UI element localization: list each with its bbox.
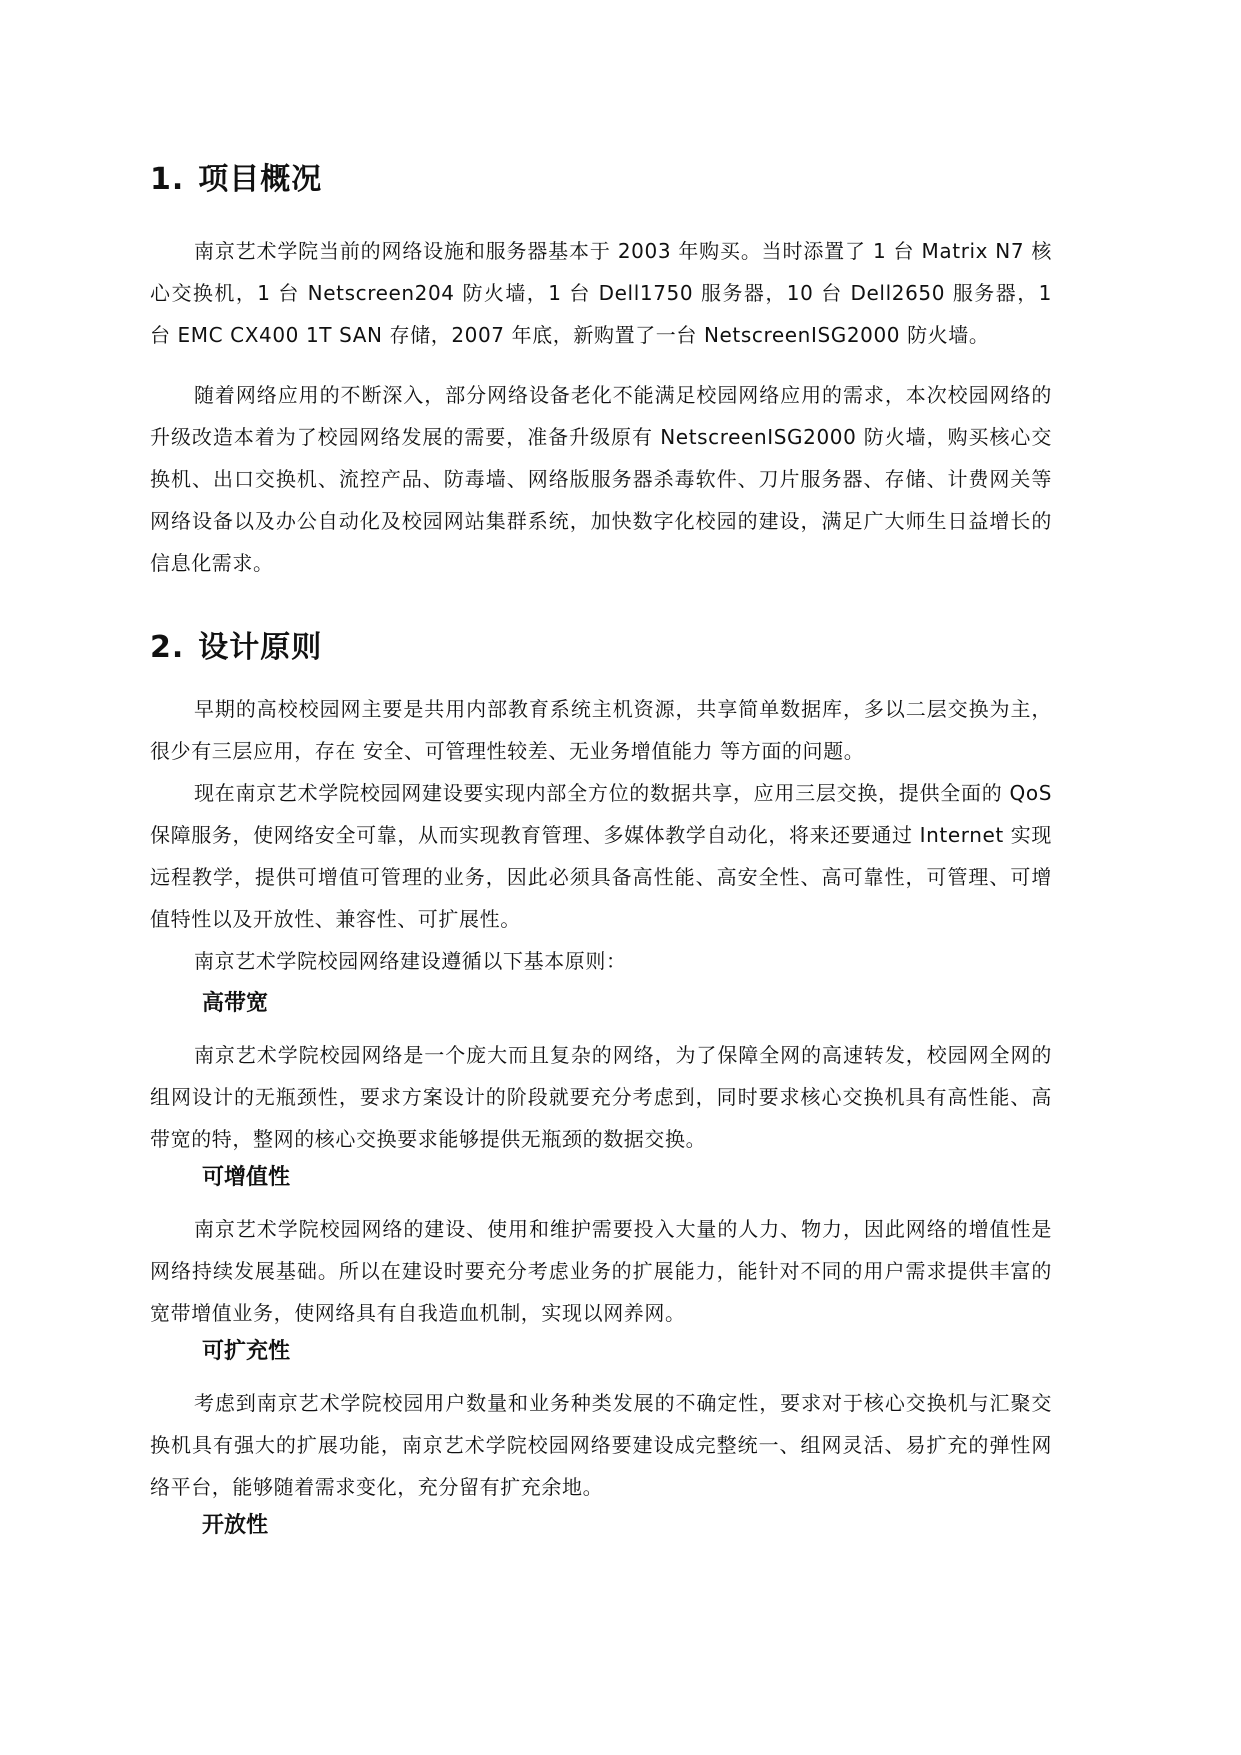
paragraph: 南京艺术学院当前的网络设施和服务器基本于 2003 年购买。当时添置了 1 台 Matrix N7 核心交换机，1 台 Netscreen204 防火墙，1 台 Dell1750 服务器，10 台 Dell2650 服务器，1 台 EMC CX400 1T SAN 存储，2007 年底，新购置了一台 NetscreenISG2000 防火墙。 [150,239,1052,347]
section-number: 2. [150,630,185,665]
paragraph: 考虑到南京艺术学院校园用户数量和业务种类发展的不确定性，要求对于核心交换机与汇聚交换机具有强大的扩展功能，南京艺术学院校园网络要建设成完整统一、组网灵活、易扩充的弹性网络平台，能够随着需求变化，充分留有扩充余地。 [150,1391,1052,1499]
paragraph: 南京艺术学院校园网络的建设、使用和维护需要投入大量的人力、物力，因此网络的增值性是网络持续发展基础。所以在建设时要充分考虑业务的扩展能力，能针对不同的用户需求提供丰富的宽带增值业务，使网络具有自我造血机制，实现以网养网。 [150,1217,1052,1325]
paragraph: 随着网络应用的不断深入，部分网络设备老化不能满足校园网络应用的需求，本次校园网络的升级改造本着为了校园网络发展的需要，准备升级原有 NetscreenISG2000 防火墙，购买核心交换机、出口交换机、流控产品、防毒墙、网络版服务器杀毒软件、刀片服务器、存储、计费网关等网络设备以及办公自动化及校园网站集群系统，加快数字化校园的建设，满足广大师生日益增长的信息化需求。 [150,383,1052,575]
section-heading-2 [150,628,1052,668]
section-heading-1 [150,160,1052,200]
subsection-heading: 高带宽 [202,991,269,1016]
paragraph: 南京艺术学院校园网络是一个庞大而且复杂的网络，为了保障全网的高速转发，校园网全网的组网设计的无瓶颈性，要求方案设计的阶段就要充分考虑到，同时要求核心交换机具有高性能、高带宽的特，整网的核心交换要求能够提供无瓶颈的数据交换。 [150,1043,1052,1151]
page-content [150,160,1052,1544]
section-title: 设计原则 [198,630,323,665]
section-number: 1. [150,162,185,197]
subsection-heading: 可扩充性 [202,1339,291,1364]
subsection-heading: 开放性 [202,1513,269,1538]
subsection-heading: 可增值性 [202,1165,291,1190]
paragraph: 现在南京艺术学院校园网建设要实现内部全方位的数据共享，应用三层交换，提供全面的 QoS 保障服务，使网络安全可靠，从而实现教育管理、多媒体教学自动化，将来还要通过 Internet 实现远程教学，提供可增值可管理的业务，因此必须具备高性能、高安全性、高可靠性，可管理、可增值特性以及开放性、兼容性、可扩展性。 [150,781,1052,931]
paragraph: 南京艺术学院校园网络建设遵循以下基本原则： [194,949,627,973]
section-title: 项目概况 [198,162,323,197]
paragraph: 早期的高校校园网主要是共用内部教育系统主机资源，共享简单数据库，多以二层交换为主，很少有三层应用，存在 安全、可管理性较差、无业务增值能力 等方面的问题。 [150,697,1052,763]
